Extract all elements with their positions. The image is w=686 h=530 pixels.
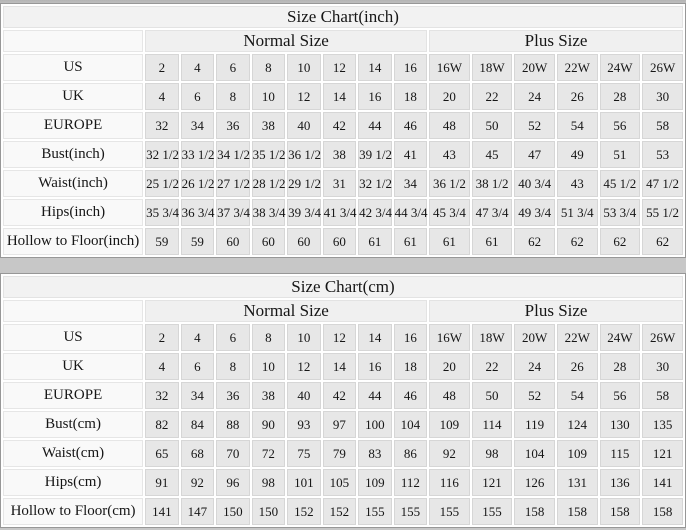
size-value-cell: 14: [323, 83, 357, 110]
size-value-cell: 121: [642, 440, 683, 467]
size-value-cell: 158: [600, 498, 641, 525]
row-label: EUROPE: [3, 112, 143, 139]
size-value-cell: 26W: [642, 324, 683, 351]
size-value-cell: 14: [323, 353, 357, 380]
size-value-cell: 10: [252, 353, 286, 380]
size-value-cell: 18: [394, 83, 428, 110]
size-value-cell: 22: [472, 83, 513, 110]
size-value-cell: 32: [145, 382, 179, 409]
title-row: [3, 6, 683, 28]
size-value-cell: 48: [429, 112, 470, 139]
size-value-cell: 35 1/2: [252, 141, 286, 168]
size-value-cell: 109: [429, 411, 470, 438]
size-value-cell: 60: [323, 228, 357, 255]
size-value-cell: 60: [216, 228, 250, 255]
table-row: [3, 170, 683, 197]
size-value-cell: 105: [323, 469, 357, 496]
group-header-plus-size: Plus Size: [429, 30, 683, 52]
table-row: [3, 382, 683, 409]
size-value-cell: 70: [216, 440, 250, 467]
size-value-cell: 158: [557, 498, 598, 525]
size-value-cell: 68: [181, 440, 215, 467]
size-value-cell: 30: [642, 353, 683, 380]
size-value-cell: 27 1/2: [216, 170, 250, 197]
size-chart-inch-section: [0, 3, 686, 258]
row-label: Waist(inch): [3, 170, 143, 197]
size-value-cell: 26: [557, 83, 598, 110]
group-header-normal-size: Normal Size: [145, 300, 427, 322]
size-value-cell: 28 1/2: [252, 170, 286, 197]
size-value-cell: 59: [145, 228, 179, 255]
size-value-cell: 14: [358, 324, 392, 351]
size-value-cell: 42: [323, 112, 357, 139]
size-value-cell: 79: [323, 440, 357, 467]
size-value-cell: 61: [472, 228, 513, 255]
size-value-cell: 82: [145, 411, 179, 438]
table-row: [3, 411, 683, 438]
size-value-cell: 47: [514, 141, 555, 168]
row-label: US: [3, 324, 143, 351]
size-value-cell: 42 3/4: [358, 199, 392, 226]
size-value-cell: 8: [252, 54, 286, 81]
size-value-cell: 126: [514, 469, 555, 496]
row-label: Bust(cm): [3, 411, 143, 438]
size-value-cell: 32 1/2: [145, 141, 179, 168]
size-value-cell: 26W: [642, 54, 683, 81]
size-value-cell: 53: [642, 141, 683, 168]
size-value-cell: 155: [394, 498, 428, 525]
group-header-plus-size: Plus Size: [429, 300, 683, 322]
size-value-cell: 41: [394, 141, 428, 168]
row-label: EUROPE: [3, 382, 143, 409]
size-value-cell: 72: [252, 440, 286, 467]
size-value-cell: 38 1/2: [472, 170, 513, 197]
title-row: [3, 276, 683, 298]
size-value-cell: 58: [642, 112, 683, 139]
size-value-cell: 2: [145, 54, 179, 81]
size-value-cell: 46: [394, 382, 428, 409]
group-header-row: [3, 300, 683, 322]
size-value-cell: 101: [287, 469, 321, 496]
table-row: [3, 83, 683, 110]
size-value-cell: 56: [600, 112, 641, 139]
size-value-cell: 60: [252, 228, 286, 255]
table-row: [3, 469, 683, 496]
size-value-cell: 28: [600, 353, 641, 380]
size-value-cell: 58: [642, 382, 683, 409]
size-value-cell: 36 1/2: [287, 141, 321, 168]
row-label: Waist(cm): [3, 440, 143, 467]
size-value-cell: 39 3/4: [287, 199, 321, 226]
size-value-cell: 4: [145, 83, 179, 110]
size-value-cell: 8: [216, 83, 250, 110]
size-value-cell: 16W: [429, 324, 470, 351]
size-value-cell: 14: [358, 54, 392, 81]
size-value-cell: 37 3/4: [216, 199, 250, 226]
size-value-cell: 158: [514, 498, 555, 525]
size-value-cell: 25 1/2: [145, 170, 179, 197]
size-value-cell: 34 1/2: [216, 141, 250, 168]
size-value-cell: 147: [181, 498, 215, 525]
size-value-cell: 100: [358, 411, 392, 438]
row-label: UK: [3, 83, 143, 110]
size-value-cell: 24: [514, 83, 555, 110]
size-value-cell: 38: [252, 382, 286, 409]
group-header-normal-size: Normal Size: [145, 30, 427, 52]
size-table: [0, 3, 686, 258]
size-value-cell: 88: [216, 411, 250, 438]
size-value-cell: 30: [642, 83, 683, 110]
size-value-cell: 54: [557, 382, 598, 409]
size-value-cell: 10: [252, 83, 286, 110]
size-value-cell: 135: [642, 411, 683, 438]
size-value-cell: 12: [323, 324, 357, 351]
corner-cell: [3, 30, 143, 52]
table-row: [3, 54, 683, 81]
size-value-cell: 51 3/4: [557, 199, 598, 226]
size-value-cell: 20: [429, 353, 470, 380]
table-title: Size Chart(cm): [3, 276, 683, 298]
size-value-cell: 53 3/4: [600, 199, 641, 226]
size-value-cell: 104: [514, 440, 555, 467]
size-value-cell: 84: [181, 411, 215, 438]
size-value-cell: 16: [394, 54, 428, 81]
size-value-cell: 22W: [557, 324, 598, 351]
size-value-cell: 36: [216, 112, 250, 139]
table-row: [3, 199, 683, 226]
size-value-cell: 150: [216, 498, 250, 525]
size-value-cell: 44 3/4: [394, 199, 428, 226]
size-value-cell: 56: [600, 382, 641, 409]
size-value-cell: 34: [394, 170, 428, 197]
size-value-cell: 109: [557, 440, 598, 467]
size-value-cell: 152: [323, 498, 357, 525]
size-value-cell: 45 3/4: [429, 199, 470, 226]
size-value-cell: 18W: [472, 324, 513, 351]
size-value-cell: 98: [252, 469, 286, 496]
size-value-cell: 16: [358, 353, 392, 380]
size-value-cell: 97: [323, 411, 357, 438]
size-value-cell: 141: [145, 498, 179, 525]
size-value-cell: 45: [472, 141, 513, 168]
size-value-cell: 4: [181, 324, 215, 351]
size-value-cell: 98: [472, 440, 513, 467]
size-value-cell: 38: [252, 112, 286, 139]
size-value-cell: 16: [394, 324, 428, 351]
size-value-cell: 22: [472, 353, 513, 380]
size-value-cell: 150: [252, 498, 286, 525]
size-value-cell: 38 3/4: [252, 199, 286, 226]
size-value-cell: 92: [429, 440, 470, 467]
size-value-cell: 62: [514, 228, 555, 255]
row-label: Bust(inch): [3, 141, 143, 168]
size-value-cell: 40: [287, 112, 321, 139]
size-value-cell: 52: [514, 112, 555, 139]
size-value-cell: 20: [429, 83, 470, 110]
size-value-cell: 38: [323, 141, 357, 168]
size-value-cell: 47 3/4: [472, 199, 513, 226]
size-value-cell: 141: [642, 469, 683, 496]
size-value-cell: 59: [181, 228, 215, 255]
size-value-cell: 31: [323, 170, 357, 197]
size-value-cell: 2: [145, 324, 179, 351]
size-value-cell: 155: [358, 498, 392, 525]
size-value-cell: 92: [181, 469, 215, 496]
size-value-cell: 26: [557, 353, 598, 380]
table-row: [3, 228, 683, 255]
size-value-cell: 41 3/4: [323, 199, 357, 226]
size-value-cell: 86: [394, 440, 428, 467]
size-value-cell: 90: [252, 411, 286, 438]
size-value-cell: 16: [358, 83, 392, 110]
size-value-cell: 6: [181, 83, 215, 110]
size-value-cell: 119: [514, 411, 555, 438]
size-value-cell: 40 3/4: [514, 170, 555, 197]
size-value-cell: 136: [600, 469, 641, 496]
size-value-cell: 131: [557, 469, 598, 496]
size-value-cell: 39 1/2: [358, 141, 392, 168]
size-value-cell: 62: [642, 228, 683, 255]
size-value-cell: 18W: [472, 54, 513, 81]
size-value-cell: 10: [287, 324, 321, 351]
size-value-cell: 6: [216, 54, 250, 81]
table-row: [3, 440, 683, 467]
size-value-cell: 8: [216, 353, 250, 380]
size-value-cell: 34: [181, 382, 215, 409]
size-value-cell: 36 1/2: [429, 170, 470, 197]
size-value-cell: 26 1/2: [181, 170, 215, 197]
size-value-cell: 116: [429, 469, 470, 496]
size-value-cell: 32: [145, 112, 179, 139]
row-label: Hips(cm): [3, 469, 143, 496]
size-value-cell: 18: [394, 353, 428, 380]
size-value-cell: 121: [472, 469, 513, 496]
size-value-cell: 43: [557, 170, 598, 197]
size-value-cell: 43: [429, 141, 470, 168]
size-value-cell: 35 3/4: [145, 199, 179, 226]
size-value-cell: 96: [216, 469, 250, 496]
table-row: [3, 112, 683, 139]
size-value-cell: 16W: [429, 54, 470, 81]
size-value-cell: 104: [394, 411, 428, 438]
size-value-cell: 44: [358, 112, 392, 139]
row-label: Hollow to Floor(cm): [3, 498, 143, 525]
group-header-row: [3, 30, 683, 52]
size-value-cell: 114: [472, 411, 513, 438]
size-value-cell: 22W: [557, 54, 598, 81]
size-value-cell: 54: [557, 112, 598, 139]
size-value-cell: 46: [394, 112, 428, 139]
size-value-cell: 52: [514, 382, 555, 409]
size-value-cell: 83: [358, 440, 392, 467]
size-value-cell: 48: [429, 382, 470, 409]
size-value-cell: 75: [287, 440, 321, 467]
size-value-cell: 4: [181, 54, 215, 81]
size-value-cell: 6: [216, 324, 250, 351]
size-value-cell: 24W: [600, 324, 641, 351]
size-value-cell: 124: [557, 411, 598, 438]
size-value-cell: 47 1/2: [642, 170, 683, 197]
size-value-cell: 32 1/2: [358, 170, 392, 197]
size-value-cell: 36: [216, 382, 250, 409]
size-value-cell: 36 3/4: [181, 199, 215, 226]
row-label: UK: [3, 353, 143, 380]
size-value-cell: 61: [429, 228, 470, 255]
size-value-cell: 6: [181, 353, 215, 380]
size-value-cell: 55 1/2: [642, 199, 683, 226]
size-value-cell: 49: [557, 141, 598, 168]
size-value-cell: 61: [358, 228, 392, 255]
size-value-cell: 109: [358, 469, 392, 496]
table-row: [3, 141, 683, 168]
table-row: [3, 498, 683, 525]
row-label: Hips(inch): [3, 199, 143, 226]
size-value-cell: 33 1/2: [181, 141, 215, 168]
size-chart-cm-section: [0, 273, 686, 528]
size-value-cell: 115: [600, 440, 641, 467]
size-value-cell: 28: [600, 83, 641, 110]
size-value-cell: 12: [287, 83, 321, 110]
size-value-cell: 60: [287, 228, 321, 255]
size-value-cell: 29 1/2: [287, 170, 321, 197]
row-label: Hollow to Floor(inch): [3, 228, 143, 255]
size-value-cell: 51: [600, 141, 641, 168]
size-value-cell: 93: [287, 411, 321, 438]
size-value-cell: 155: [429, 498, 470, 525]
table-row: [3, 353, 683, 380]
size-value-cell: 24W: [600, 54, 641, 81]
size-value-cell: 61: [394, 228, 428, 255]
row-label: US: [3, 54, 143, 81]
size-value-cell: 40: [287, 382, 321, 409]
size-value-cell: 112: [394, 469, 428, 496]
size-value-cell: 20W: [514, 324, 555, 351]
size-value-cell: 20W: [514, 54, 555, 81]
size-value-cell: 12: [287, 353, 321, 380]
size-value-cell: 8: [252, 324, 286, 351]
corner-cell: [3, 300, 143, 322]
table-title: Size Chart(inch): [3, 6, 683, 28]
size-value-cell: 24: [514, 353, 555, 380]
size-value-cell: 91: [145, 469, 179, 496]
size-value-cell: 50: [472, 382, 513, 409]
size-value-cell: 45 1/2: [600, 170, 641, 197]
size-value-cell: 42: [323, 382, 357, 409]
size-value-cell: 49 3/4: [514, 199, 555, 226]
size-value-cell: 155: [472, 498, 513, 525]
size-value-cell: 34: [181, 112, 215, 139]
table-row: [3, 324, 683, 351]
size-value-cell: 12: [323, 54, 357, 81]
size-value-cell: 158: [642, 498, 683, 525]
size-value-cell: 10: [287, 54, 321, 81]
size-value-cell: 62: [557, 228, 598, 255]
size-value-cell: 44: [358, 382, 392, 409]
size-value-cell: 130: [600, 411, 641, 438]
size-table: [0, 273, 686, 528]
size-value-cell: 62: [600, 228, 641, 255]
size-value-cell: 50: [472, 112, 513, 139]
size-value-cell: 65: [145, 440, 179, 467]
size-value-cell: 152: [287, 498, 321, 525]
size-value-cell: 4: [145, 353, 179, 380]
